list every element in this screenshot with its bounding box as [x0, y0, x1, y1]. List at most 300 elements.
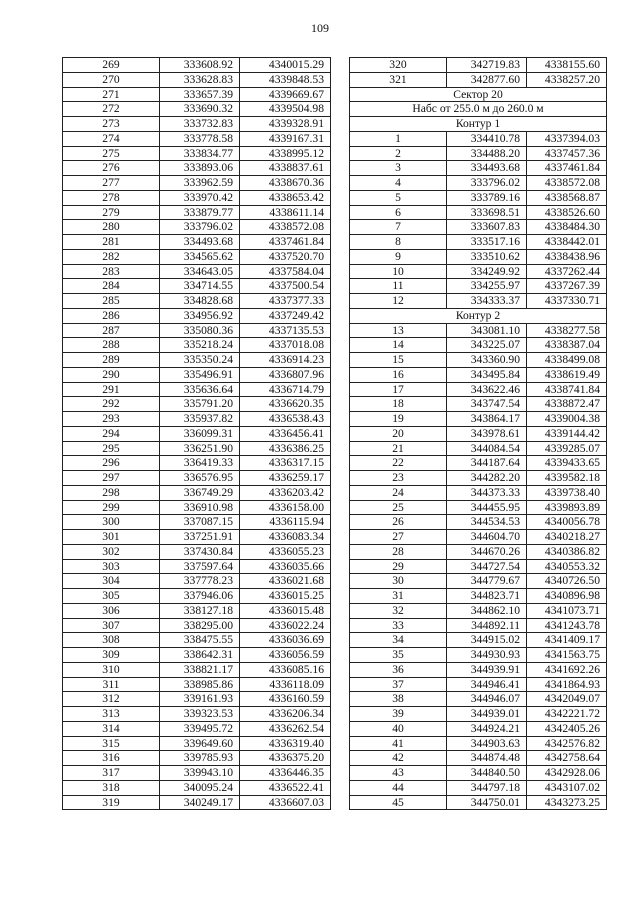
table-row: [63, 662, 331, 677]
table-row: [350, 544, 607, 559]
coord-y: 4342928.06: [527, 766, 607, 781]
table-row: [63, 736, 331, 751]
coord-y: 4337377.33: [240, 294, 331, 309]
point-number: 16: [350, 367, 447, 382]
coord-y: 4336607.03: [240, 795, 331, 810]
point-number: 34: [350, 633, 447, 648]
point-number: 275: [63, 146, 160, 161]
coord-x: 333607.83: [447, 220, 527, 235]
coord-y: 4340726.50: [527, 574, 607, 589]
coord-y: 4340056.78: [527, 515, 607, 530]
coord-x: 343225.07: [447, 338, 527, 353]
table-row: [350, 190, 607, 205]
coord-y: 4340386.82: [527, 544, 607, 559]
table-row: [63, 692, 331, 707]
coord-x: 344939.01: [447, 707, 527, 722]
table-row: [350, 707, 607, 722]
point-number: 315: [63, 736, 160, 751]
coord-x: 344455.95: [447, 500, 527, 515]
table-row: [63, 530, 331, 545]
point-number: 308: [63, 633, 160, 648]
point-number: 295: [63, 441, 160, 456]
coord-y: 4336158.00: [240, 500, 331, 515]
coord-y: 4337249.42: [240, 308, 331, 323]
table-row: [350, 338, 607, 353]
coord-y: 4338438.96: [527, 249, 607, 264]
coord-y: 4337461.84: [240, 235, 331, 250]
coord-x: 333510.62: [447, 249, 527, 264]
table-row: [63, 471, 331, 486]
table-row: [350, 471, 607, 486]
table-row: [63, 235, 331, 250]
point-number: 319: [63, 795, 160, 810]
point-number: 13: [350, 323, 447, 338]
coord-y: 4338568.87: [527, 190, 607, 205]
table-row: [350, 721, 607, 736]
point-number: 299: [63, 500, 160, 515]
point-number: 298: [63, 485, 160, 500]
table-row: [350, 249, 607, 264]
point-number: 314: [63, 721, 160, 736]
coord-y: 4336807.96: [240, 367, 331, 382]
coord-x: 344862.10: [447, 603, 527, 618]
coord-y: 4336203.42: [240, 485, 331, 500]
coord-x: 337778.23: [160, 574, 240, 589]
table-row: [63, 751, 331, 766]
coord-x: 338642.31: [160, 648, 240, 663]
coord-y: 4341692.26: [527, 662, 607, 677]
coord-y: 4341243.78: [527, 618, 607, 633]
table-row: [63, 382, 331, 397]
table-row: [63, 603, 331, 618]
table-row: [63, 648, 331, 663]
coord-x: 333893.06: [160, 161, 240, 176]
coord-x: 339161.93: [160, 692, 240, 707]
coord-x: 336419.33: [160, 456, 240, 471]
point-number: 22: [350, 456, 447, 471]
coord-y: 4336259.17: [240, 471, 331, 486]
table-row: [63, 677, 331, 692]
coord-y: 4338995.12: [240, 146, 331, 161]
point-number: 312: [63, 692, 160, 707]
point-number: 277: [63, 176, 160, 191]
coord-y: 4341409.17: [527, 633, 607, 648]
coord-x: 344604.70: [447, 530, 527, 545]
coord-x: 337251.91: [160, 530, 240, 545]
table-row: [350, 574, 607, 589]
table-row: [63, 117, 331, 132]
coord-x: 334493.68: [447, 161, 527, 176]
table-row: [63, 146, 331, 161]
coord-x: 337430.84: [160, 544, 240, 559]
table-row: [63, 205, 331, 220]
table-row: [350, 176, 607, 191]
point-number: 291: [63, 382, 160, 397]
point-number: 20: [350, 426, 447, 441]
table-row: [350, 677, 607, 692]
table-row: [350, 589, 607, 604]
point-number: 44: [350, 780, 447, 795]
point-number: 292: [63, 397, 160, 412]
table-row: [63, 574, 331, 589]
coord-x: 334828.68: [160, 294, 240, 309]
coord-y: 4339669.67: [240, 87, 331, 102]
table-row: [350, 58, 607, 73]
coord-x: 343747.54: [447, 397, 527, 412]
coord-x: 333834.77: [160, 146, 240, 161]
coord-y: 4337018.08: [240, 338, 331, 353]
point-number: 32: [350, 603, 447, 618]
coord-y: 4337267.39: [527, 279, 607, 294]
table-row: [63, 397, 331, 412]
table-row: [63, 456, 331, 471]
coord-x: 344373.33: [447, 485, 527, 500]
coord-y: 4340553.32: [527, 559, 607, 574]
point-number: 294: [63, 426, 160, 441]
table-row: [63, 264, 331, 279]
coord-x: 333879.77: [160, 205, 240, 220]
coordinates-table-left: [62, 57, 331, 810]
table-row: [63, 176, 331, 191]
coord-x: 334643.05: [160, 264, 240, 279]
point-number: 4: [350, 176, 447, 191]
coord-x: 338475.55: [160, 633, 240, 648]
coord-y: 4338741.84: [527, 382, 607, 397]
coord-x: 335218.24: [160, 338, 240, 353]
coord-x: 343622.46: [447, 382, 527, 397]
table-row: [350, 618, 607, 633]
coord-y: 4337461.84: [527, 161, 607, 176]
table-row: [350, 441, 607, 456]
coord-y: 4336055.23: [240, 544, 331, 559]
coord-y: 4338837.61: [240, 161, 331, 176]
table-row: [63, 308, 331, 323]
point-number: 305: [63, 589, 160, 604]
coord-y: 4342049.07: [527, 692, 607, 707]
table-row: [350, 131, 607, 146]
point-number: 286: [63, 308, 160, 323]
point-number: 289: [63, 353, 160, 368]
point-number: 304: [63, 574, 160, 589]
point-number: 41: [350, 736, 447, 751]
table-row: [63, 559, 331, 574]
coord-y: 4336538.43: [240, 412, 331, 427]
table-row: [350, 692, 607, 707]
coord-x: 333517.16: [447, 235, 527, 250]
table-row: [63, 441, 331, 456]
table-row: [63, 294, 331, 309]
coord-y: 4336446.35: [240, 766, 331, 781]
point-number: 321: [350, 72, 447, 87]
contour-2-title-row: [350, 308, 607, 323]
point-number: 37: [350, 677, 447, 692]
point-number: 29: [350, 559, 447, 574]
table-row: [63, 102, 331, 117]
coord-y: 4336083.34: [240, 530, 331, 545]
contour-1-title: Контур 1: [350, 117, 607, 132]
contour-1-title-row: [350, 117, 607, 132]
table-row: [350, 205, 607, 220]
coord-y: 4338653.42: [240, 190, 331, 205]
table-row: [63, 353, 331, 368]
coord-x: 344946.07: [447, 692, 527, 707]
point-number: 320: [350, 58, 447, 73]
coord-x: 338295.00: [160, 618, 240, 633]
coord-x: 339495.72: [160, 721, 240, 736]
coord-x: 344915.02: [447, 633, 527, 648]
point-number: 301: [63, 530, 160, 545]
coord-y: 4339433.65: [527, 456, 607, 471]
point-number: 10: [350, 264, 447, 279]
coord-x: 334956.92: [160, 308, 240, 323]
table-row: [63, 485, 331, 500]
coord-y: 4341073.71: [527, 603, 607, 618]
sector-title-row: [350, 87, 607, 102]
table-row: [350, 751, 607, 766]
point-number: 293: [63, 412, 160, 427]
point-number: 12: [350, 294, 447, 309]
point-number: 274: [63, 131, 160, 146]
coordinates-table-right: [349, 57, 607, 810]
point-number: 38: [350, 692, 447, 707]
coord-x: 343978.61: [447, 426, 527, 441]
table-row: [63, 766, 331, 781]
coord-y: 4336456.41: [240, 426, 331, 441]
point-number: 282: [63, 249, 160, 264]
coord-x: 344750.01: [447, 795, 527, 810]
coord-y: 4337520.70: [240, 249, 331, 264]
table-row: [350, 353, 607, 368]
coord-x: 334565.62: [160, 249, 240, 264]
point-number: 33: [350, 618, 447, 633]
coord-x: 339943.10: [160, 766, 240, 781]
coord-x: 344946.41: [447, 677, 527, 692]
coord-y: 4336056.59: [240, 648, 331, 663]
coord-x: 337946.06: [160, 589, 240, 604]
coord-y: 4342405.26: [527, 721, 607, 736]
coord-y: 4338611.14: [240, 205, 331, 220]
point-number: 285: [63, 294, 160, 309]
point-number: 2: [350, 146, 447, 161]
coord-x: 334714.55: [160, 279, 240, 294]
table-row: [350, 648, 607, 663]
coord-y: 4338572.08: [240, 220, 331, 235]
table-row: [350, 146, 607, 161]
coord-x: 333796.02: [160, 220, 240, 235]
point-number: 284: [63, 279, 160, 294]
sector-range: Набс от 255.0 м до 260.0 м: [350, 102, 607, 117]
coord-y: 4338387.04: [527, 338, 607, 353]
point-number: 21: [350, 441, 447, 456]
coord-y: 4337457.36: [527, 146, 607, 161]
coord-x: 333970.42: [160, 190, 240, 205]
point-number: 278: [63, 190, 160, 205]
table-row: [350, 323, 607, 338]
coord-x: 337597.64: [160, 559, 240, 574]
point-number: 17: [350, 382, 447, 397]
coord-y: 4337135.53: [240, 323, 331, 338]
coord-y: 4336160.59: [240, 692, 331, 707]
coord-x: 336749.29: [160, 485, 240, 500]
coord-x: 336910.98: [160, 500, 240, 515]
point-number: 269: [63, 58, 160, 73]
coord-x: 338985.86: [160, 677, 240, 692]
coord-y: 4338670.36: [240, 176, 331, 191]
coord-x: 343495.84: [447, 367, 527, 382]
coord-x: 344282.20: [447, 471, 527, 486]
coord-x: 337087.15: [160, 515, 240, 530]
coord-y: 4338619.49: [527, 367, 607, 382]
coord-y: 4342221.72: [527, 707, 607, 722]
coord-y: 4339848.53: [240, 72, 331, 87]
coord-x: 344930.93: [447, 648, 527, 663]
coord-y: 4336021.68: [240, 574, 331, 589]
point-number: 35: [350, 648, 447, 663]
coord-x: 344779.67: [447, 574, 527, 589]
coord-x: 334255.97: [447, 279, 527, 294]
table-row: [350, 220, 607, 235]
coord-x: 335080.36: [160, 323, 240, 338]
coord-y: 4338872.47: [527, 397, 607, 412]
point-number: 3: [350, 161, 447, 176]
coord-y: 4336118.09: [240, 677, 331, 692]
coord-x: 336251.90: [160, 441, 240, 456]
point-number: 23: [350, 471, 447, 486]
coord-x: 344797.18: [447, 780, 527, 795]
coord-x: 334333.37: [447, 294, 527, 309]
coord-y: 4341563.75: [527, 648, 607, 663]
table-row: [350, 235, 607, 250]
table-row: [350, 662, 607, 677]
point-number: 26: [350, 515, 447, 530]
table-row: [63, 279, 331, 294]
contour-2-title: Контур 2: [350, 308, 607, 323]
point-number: 316: [63, 751, 160, 766]
table-row: [350, 294, 607, 309]
table-row: [63, 426, 331, 441]
coord-y: 4340896.98: [527, 589, 607, 604]
point-number: 296: [63, 456, 160, 471]
point-number: 280: [63, 220, 160, 235]
coord-y: 4337394.03: [527, 131, 607, 146]
table-row: [350, 72, 607, 87]
table-row: [63, 338, 331, 353]
coord-x: 344874.48: [447, 751, 527, 766]
coord-x: 344892.11: [447, 618, 527, 633]
point-number: 8: [350, 235, 447, 250]
point-number: 310: [63, 662, 160, 677]
coord-y: 4336262.54: [240, 721, 331, 736]
table-row: [63, 131, 331, 146]
table-row: [350, 264, 607, 279]
coord-x: 344903.63: [447, 736, 527, 751]
coord-y: 4339167.31: [240, 131, 331, 146]
point-number: 288: [63, 338, 160, 353]
coord-x: 336576.95: [160, 471, 240, 486]
coord-y: 4342758.64: [527, 751, 607, 766]
point-number: 9: [350, 249, 447, 264]
point-number: 27: [350, 530, 447, 545]
point-number: 281: [63, 235, 160, 250]
table-row: [63, 58, 331, 73]
coord-x: 344534.53: [447, 515, 527, 530]
table-row: [63, 500, 331, 515]
point-number: 19: [350, 412, 447, 427]
point-number: 36: [350, 662, 447, 677]
coord-y: 4336035.66: [240, 559, 331, 574]
point-number: 11: [350, 279, 447, 294]
point-number: 25: [350, 500, 447, 515]
coord-x: 334493.68: [160, 235, 240, 250]
coord-x: 343081.10: [447, 323, 527, 338]
table-row: [350, 500, 607, 515]
coord-y: 4338155.60: [527, 58, 607, 73]
point-number: 45: [350, 795, 447, 810]
table-row: [63, 72, 331, 87]
coord-y: 4337500.54: [240, 279, 331, 294]
point-number: 271: [63, 87, 160, 102]
table-row: [63, 412, 331, 427]
table-row: [350, 530, 607, 545]
coord-y: 4338442.01: [527, 235, 607, 250]
point-number: 1: [350, 131, 447, 146]
coord-x: 333796.02: [447, 176, 527, 191]
coord-x: 335791.20: [160, 397, 240, 412]
coord-y: 4337262.44: [527, 264, 607, 279]
coord-x: 333732.83: [160, 117, 240, 132]
point-number: 283: [63, 264, 160, 279]
table-row: [63, 220, 331, 235]
point-number: 302: [63, 544, 160, 559]
coord-y: 4338277.58: [527, 323, 607, 338]
coord-x: 344187.64: [447, 456, 527, 471]
table-row: [350, 456, 607, 471]
coord-y: 4336522.41: [240, 780, 331, 795]
point-number: 272: [63, 102, 160, 117]
table-row: [350, 736, 607, 751]
coord-y: 4336022.24: [240, 618, 331, 633]
point-number: 28: [350, 544, 447, 559]
coord-y: 4342576.82: [527, 736, 607, 751]
coord-y: 4336317.15: [240, 456, 331, 471]
coord-y: 4343273.25: [527, 795, 607, 810]
point-number: 24: [350, 485, 447, 500]
point-number: 6: [350, 205, 447, 220]
point-number: 14: [350, 338, 447, 353]
point-number: 287: [63, 323, 160, 338]
table-row: [350, 485, 607, 500]
coord-x: 333657.39: [160, 87, 240, 102]
table-row: [350, 766, 607, 781]
table-row: [350, 515, 607, 530]
point-number: 270: [63, 72, 160, 87]
point-number: 303: [63, 559, 160, 574]
coord-y: 4338484.30: [527, 220, 607, 235]
point-number: 300: [63, 515, 160, 530]
table-row: [63, 589, 331, 604]
coord-y: 4336386.25: [240, 441, 331, 456]
table-row: [350, 279, 607, 294]
point-number: 5: [350, 190, 447, 205]
coord-x: 333690.32: [160, 102, 240, 117]
coord-y: 4336036.69: [240, 633, 331, 648]
coord-y: 4336914.23: [240, 353, 331, 368]
point-number: 18: [350, 397, 447, 412]
coord-y: 4338257.20: [527, 72, 607, 87]
coord-x: 334410.78: [447, 131, 527, 146]
coord-y: 4339504.98: [240, 102, 331, 117]
coord-y: 4336085.16: [240, 662, 331, 677]
